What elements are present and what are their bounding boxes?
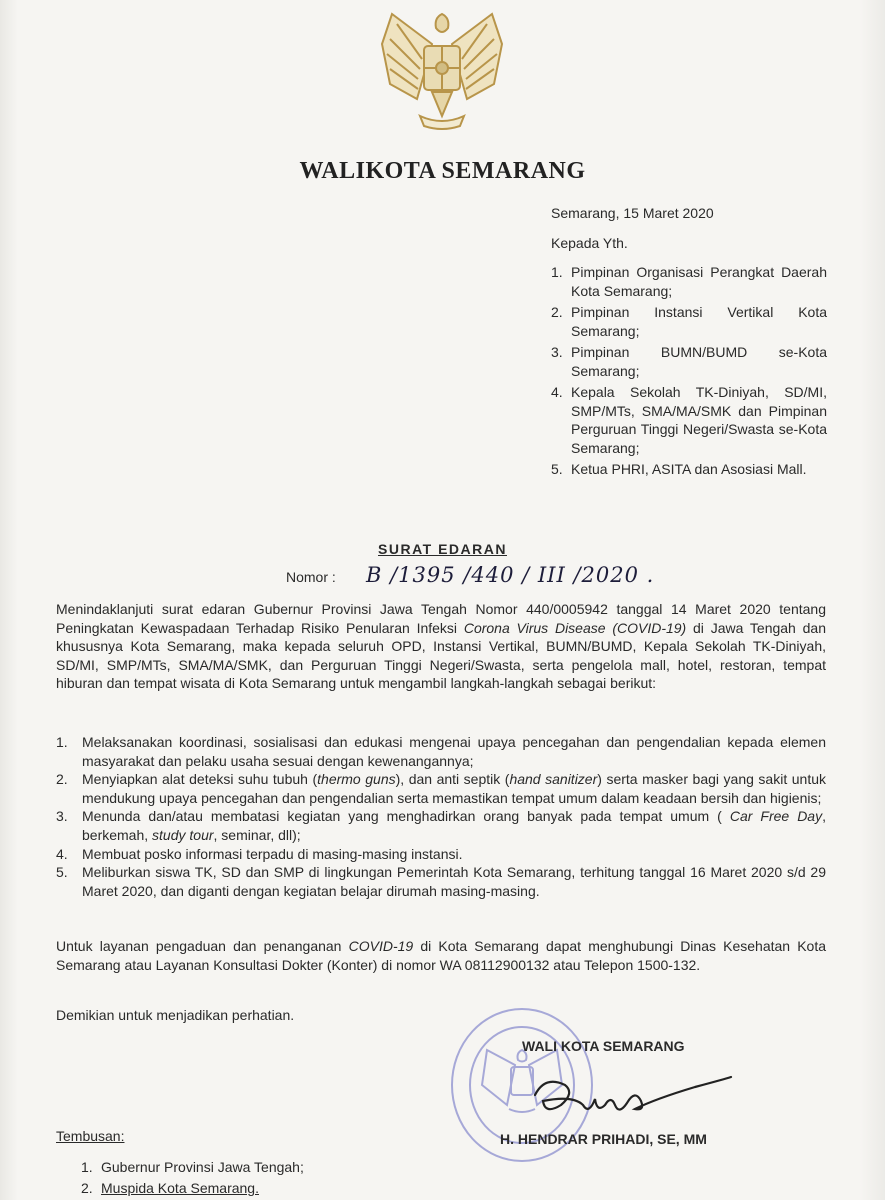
- number-value-handwritten: B /1395 /440 / III /2020 .: [366, 563, 655, 587]
- recipient-item: 1. Pimpinan Organisasi Perangkat Daerah Kota Semarang;: [551, 264, 827, 299]
- measure-item: 4. Membuat posko informasi terpadu di masing-masing instansi.: [56, 845, 463, 862]
- cc-title: Tembusan:: [56, 1128, 125, 1144]
- recipient-item: 4. Kepala Sekolah TK-Diniyah, SD/MI, SMP/MTs, SMA/MA/SMK dan Pimpinan Perguruan Tinggi Negeri/Swasta se-Kota Semarang;: [551, 384, 827, 456]
- letter-date: Semarang, 15 Maret 2020: [551, 205, 714, 221]
- service-paragraph: Untuk layanan pengaduan dan penanganan COVID-19 di Kota Semarang dapat menghubungi Dinas Kesehatan Kota Semarang atau Layanan Konsultasi Dokter (Konter) di nomor WA 08112900132 atau Telepon 1500-132.: [56, 938, 827, 973]
- cc-item: 2. Muspida Kota Semarang.: [81, 1180, 259, 1196]
- cc-item: 1. Gubernur Provinsi Jawa Tengah;: [81, 1159, 304, 1175]
- measures-list: [56, 733, 826, 900]
- intro-paragraph: Menindaklanjuti surat edaran Gubernur Provinsi Jawa Tengah Nomor 440/0005942 tanggal 14 Maret 2020 tentang Peningkatan Kewaspadaan Terhadap Risiko Penularan Infeksi Corona Virus Disease (COVID-19) di Jawa Tengah dan khususnya Kota Semarang, maka kepada seluruh OPD, Instansi Vertikal, BUMN/BUMD, Kepala Sekolah TK-Diniyah, SD/MI, SMP/MTs, SMA/MA/SMK, dan Perguruan Tinggi Negeri/Swasta, serta pengelola mall, hotel, restoran, tempat hiburan dan tempat wisata di Kota Semarang untuk mengambil langkah-langkah sebagai berikut:: [56, 601, 826, 692]
- measure-item: 3. Menunda dan/atau membatasi kegiatan yang menghadirkan orang banyak pada tempat umum ( Car Free Day, berkemah, study tour, seminar, dll);: [56, 808, 826, 843]
- recipient-item: 5. Ketua PHRI, ASITA dan Asosiasi Mall.: [551, 461, 807, 477]
- closing-line: Demikian untuk menjadikan perhatian.: [56, 1007, 295, 1023]
- measure-item: 2. Menyiapkan alat deteksi suhu tubuh (thermo guns), dan anti septik (hand sanitizer) serta masker bagi yang sakit untuk mendukung upaya pencegahan dan pengendalian serta memastikan tempat umum dalam keadaan bersih dan higienis;: [56, 771, 826, 806]
- letter-subject: SURAT EDARAN: [378, 541, 507, 557]
- measure-item: 1. Melaksanakan koordinasi, sosialisasi dan edukasi mengenai upaya pencegahan dan pengendalian kepada elemen masyarakat dan pelaku usaha sesuai dengan kewenangannya;: [56, 734, 826, 769]
- signatory-name: H. HENDRAR PRIHADI, SE, MM: [500, 1131, 707, 1147]
- addressee-label: Kepada Yth.: [551, 235, 628, 251]
- garuda-emblem-icon: [372, 4, 512, 144]
- recipient-item: 2. Pimpinan Instansi Vertikal Kota Semarang;: [551, 304, 827, 339]
- letter-heading: WALIKOTA SEMARANG: [299, 158, 586, 184]
- recipient-item: 3. Pimpinan BUMN/BUMD se-Kota Semarang;: [551, 344, 827, 379]
- recipient-list: [551, 263, 827, 482]
- measure-item: 5. Meliburkan siswa TK, SD dan SMP di lingkungan Pemerintah Kota Semarang, terhitung tanggal 16 Maret 2020 s/d 29 Maret 2020, dan diganti dengan kegiatan belajar dirumah masing-masing.: [56, 864, 826, 899]
- handwritten-signature-icon: [525, 1055, 785, 1125]
- cc-list: [81, 1157, 304, 1199]
- number-label: Nomor :: [286, 569, 336, 585]
- signatory-title: WALI KOTA SEMARANG: [522, 1038, 685, 1054]
